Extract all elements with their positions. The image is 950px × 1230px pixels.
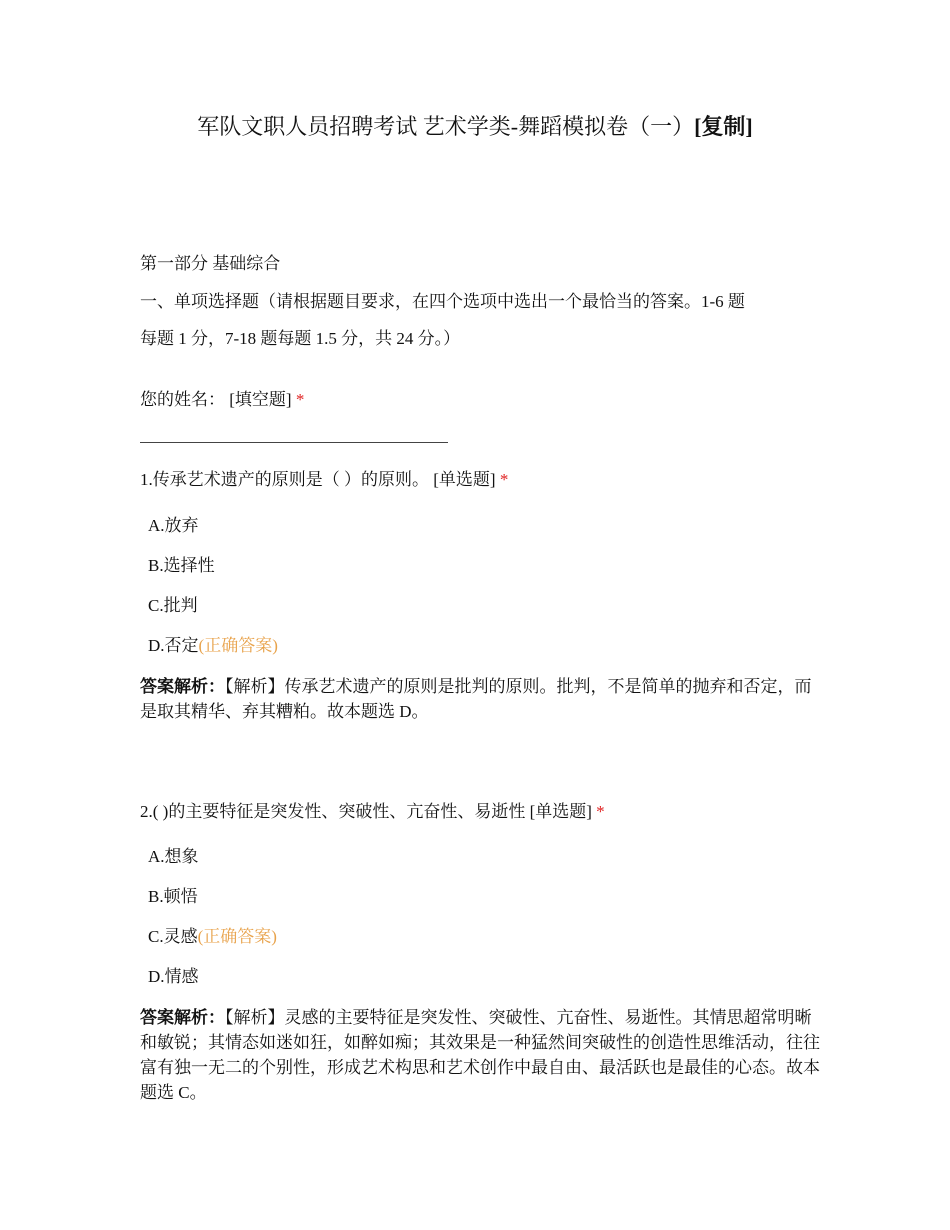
analysis-text: 【解析】传承艺术遗产的原则是批判的原则。批判，不是简单的抛弃和否定，而是取其精华、弃其糟粕。故本题选 D。: [140, 677, 812, 721]
name-input-line[interactable]: [140, 442, 448, 443]
name-question-label: [140, 389, 820, 411]
question-type: [填空题]: [229, 390, 292, 409]
required-mark: *: [596, 802, 605, 821]
name-label: 您的姓名：: [140, 390, 225, 409]
title-text: 军队文职人员招聘考试 艺术学类-舞蹈模拟卷（一）: [197, 114, 695, 139]
question-1-option-d[interactable]: [148, 635, 278, 657]
question-1-option-b[interactable]: B.选择性: [148, 556, 215, 575]
option-d-label: D.否定: [148, 636, 199, 655]
required-mark: *: [295, 390, 305, 409]
question-1-text: 1.传承艺术遗产的原则是（ ）的原则。: [140, 470, 429, 489]
question-2-option-b[interactable]: B.顿悟: [148, 887, 198, 906]
question-2-type: [单选题]: [529, 802, 592, 821]
question-2-option-a[interactable]: A.想象: [148, 847, 199, 866]
question-1-option-c[interactable]: C.批判: [148, 596, 198, 615]
question-1-analysis: [140, 674, 820, 724]
required-mark: *: [499, 470, 509, 489]
page-title: [0, 112, 950, 142]
correct-answer-tag: (正确答案): [197, 927, 277, 946]
question-1-option-a[interactable]: A.放弃: [148, 516, 199, 535]
question-2-analysis: [140, 1005, 820, 1105]
copy-tag: [复制]: [694, 114, 753, 139]
analysis-label: 答案解析：: [140, 677, 225, 696]
correct-answer-tag: (正确答案): [198, 636, 278, 655]
section-instructions-line1: 一、单项选择题（请根据题目要求，在四个选项中选出一个最恰当的答案。1-6 题: [140, 292, 745, 311]
question-2-text: 2.( )的主要特征是突发性、突破性、亢奋性、易逝性: [140, 802, 526, 821]
analysis-label: 答案解析：: [140, 1008, 225, 1027]
question-1-type: [单选题]: [433, 470, 496, 489]
question-2-option-c[interactable]: [148, 926, 277, 948]
analysis-text: 【解析】灵感的主要特征是突发性、突破性、亢奋性、易逝性。其情思超常明晰和敏锐；其情态如迷如狂，如醉如痴；其效果是一种猛然间突破性的创造性思维活动，往往富有独一无二的个别性，形成艺术构思和艺术创作中最自由、最活跃也是最佳的心态。故本题选 C。: [140, 1008, 820, 1102]
section-instructions-line2: 每题 1 分，7-18 题每题 1.5 分，共 24 分。）: [140, 329, 461, 348]
question-2-stem: [140, 801, 820, 823]
part-heading: 第一部分 基础综合: [140, 254, 281, 273]
question-2-option-d[interactable]: D.情感: [148, 967, 199, 986]
option-c-label: C.灵感: [148, 927, 198, 946]
question-1-stem: [140, 469, 820, 491]
